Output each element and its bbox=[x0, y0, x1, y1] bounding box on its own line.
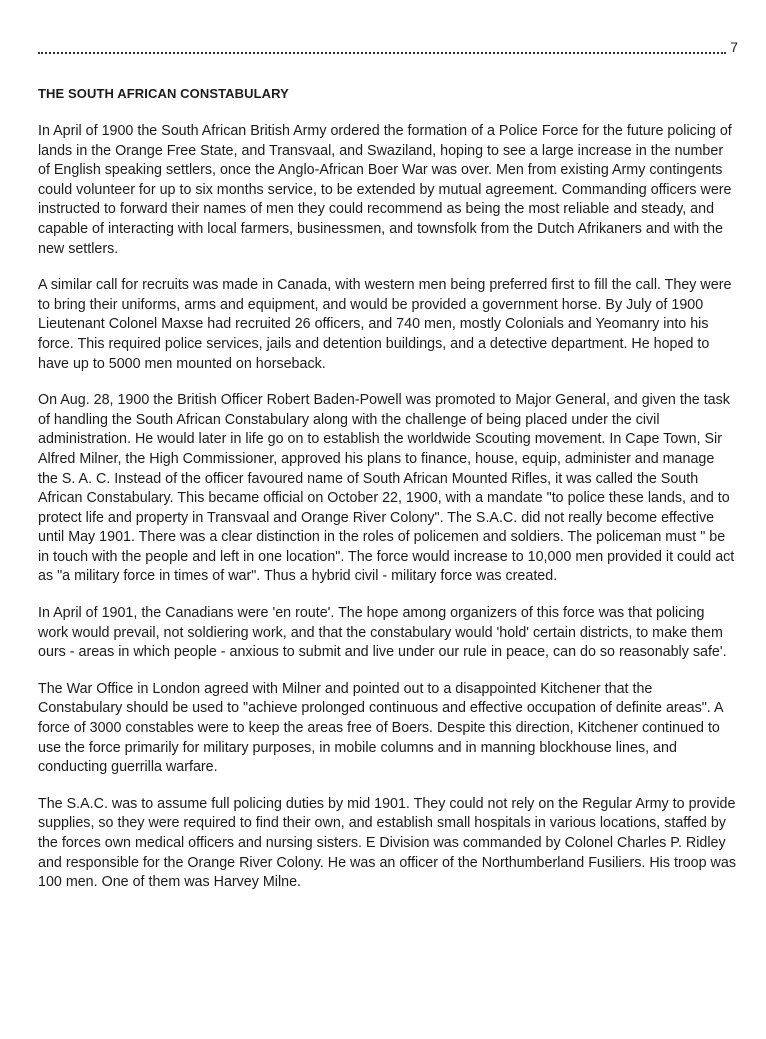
dotted-leader bbox=[38, 44, 726, 54]
paragraph-6: The S.A.C. was to assume full policing duties by mid 1901. They could not rely on the Regular Army to provide supplies, so they were required to find their own, and establish small hospitals in various locations, staffed by the forces own medical officers and nursing sisters. E Division was commanded by Colonel Charles P. Ridley and responsible for the Orange River Colony. He was an officer of the Northumberland Fusiliers. His troop was 100 men. One of them was Harvey Milne. bbox=[38, 795, 736, 891]
page-number: 7 bbox=[730, 39, 738, 55]
page-header bbox=[38, 38, 738, 54]
paragraph-2: A similar call for recruits was made in Canada, with western men being preferred first to fill the call. They were to bring their uniforms, arms and equipment, and would be provided a government horse. By July of 1900 Lieutenant Colonel Maxse had recruited 26 officers, and 740 men, mostly Colonials and Yeomanry into his force. This required police services, jails and detention buildings, and a detective department. He hoped to have up to 5000 men mounted on horseback. bbox=[38, 277, 732, 372]
document-body bbox=[38, 86, 738, 910]
section-title: THE SOUTH AFRICAN CONSTABULARY bbox=[38, 86, 289, 101]
paragraph-4: In April of 1901, the Canadians were 'en route'. The hope among organizers of this force was that policing work would prevail, not soldiering work, and that the constabulary would 'hold' certain districts, to make them ours - areas in which people - anxious to submit and live under our rule in peace, can do so reasonably safe'. bbox=[38, 605, 727, 661]
paragraph-3: On Aug. 28, 1900 the British Officer Robert Baden-Powell was promoted to Major General, and given the task of handling the South African Constabulary along with the challenge of being placed under the civil administration. He would later in life go on to establish the worldwide Scouting movement. In Cape Town, Sir Alfred Milner, the High Commissioner, approved his plans to finance, house, equip, administer and manage the S. A. C. Instead of the officer favoured name of South African Mounted Rifles, it was called the South African Constabulary. This became official on October 22, 1900, with a mandate "to police these lands, and to protect life and property in Transvaal and Orange River Colony". The S.A.C. did not really become effective until May 1901. There was a clear distinction in the roles of policemen and soldiers. The policeman must " be in touch with the people and left in one location". The force would increase to 10,000 men provided it could act as "a military force in times of war". Thus a hybrid civil - military force was created. bbox=[38, 392, 735, 585]
paragraph-5: The War Office in London agreed with Milner and pointed out to a disappointed Kitchener that the Constabulary should be used to "achieve prolonged continuous and effective occupation of definite areas". A force of 3000 constables were to keep the areas free of Boers. Despite this direction, Kitchener continued to use the force primarily for military purposes, in mobile columns and in manning blockhouse lines, and conducting guerrilla warfare. bbox=[38, 680, 723, 776]
paragraph-1: In April of 1900 the South African British Army ordered the formation of a Police Force for the future policing of lands in the Orange Free State, and Transvaal, and Swaziland, hoping to see a large increase in the number of English speaking settlers, once the Anglo-African Boer War was over. Men from existing Army contingents could volunteer for up to six months service, to be extended by mutual agreement. Commanding officers were instructed to forward their names of men they could recommend as being the most reliable and steady, and capable of interacting with local farmers, businessmen, and townsfolk from the Dutch Afrikaners and with the new settlers. bbox=[38, 123, 732, 257]
